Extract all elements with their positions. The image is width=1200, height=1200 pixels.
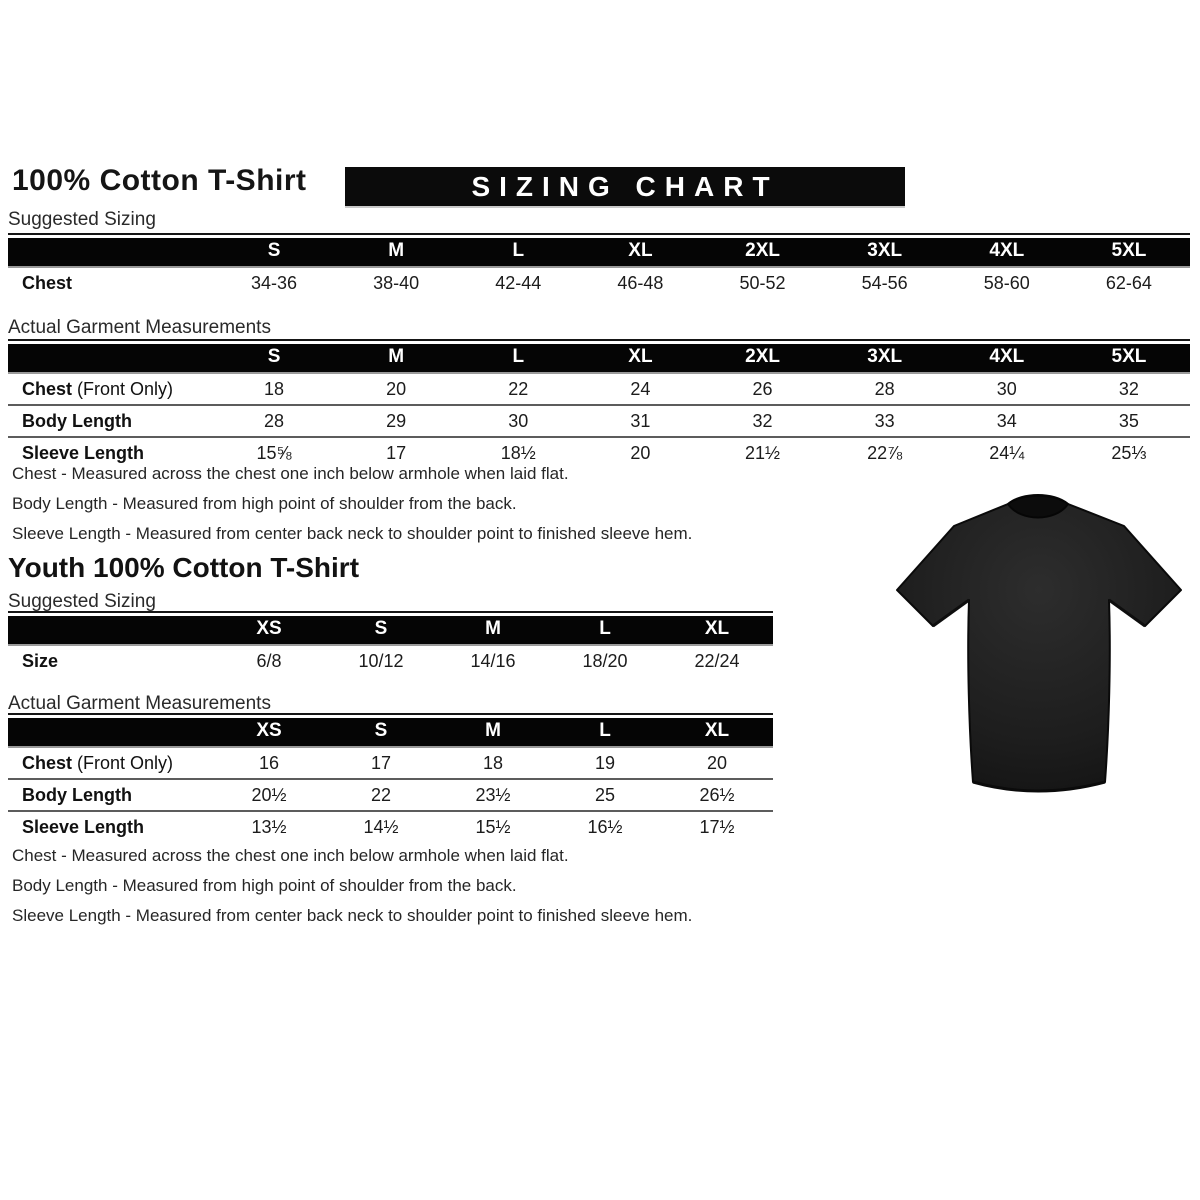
note-body-length: Body Length - Measured from high point of shoulder from the back. — [12, 494, 517, 513]
measurement-cell: 18 — [264, 379, 285, 399]
measurement-cell: 18 — [482, 753, 504, 773]
size-column-header: L — [549, 718, 661, 747]
measurement-cell: 23½ — [437, 779, 549, 811]
measurement-cell: 15⅝ — [213, 437, 335, 468]
measurement-cell: 26 — [752, 379, 773, 399]
measurement-cell: 24 — [630, 379, 651, 399]
size-column-header: XL — [661, 616, 773, 645]
size-column-header: XS — [213, 616, 325, 645]
tshirt-body — [897, 495, 1181, 791]
adult-actual-measurements-label: Actual Garment Measurements — [8, 317, 271, 338]
measurement-cell: 20 — [706, 753, 728, 773]
size-column-header: 4XL — [946, 344, 1068, 373]
size-column-header: L — [457, 238, 579, 267]
measurement-cell: 25⅓ — [1068, 437, 1190, 468]
row-label: Size — [22, 651, 59, 671]
adult-suggested-sizing-label: Suggested Sizing — [8, 209, 156, 230]
youth-suggested-sizing-label: Suggested Sizing — [8, 591, 156, 612]
youth-section-title: Youth 100% Cotton T-Shirt — [8, 552, 360, 583]
size-column-header: M — [437, 616, 549, 645]
measurement-cell: 30 — [996, 379, 1017, 399]
size-column-header: S — [325, 616, 437, 645]
note-sleeve-length: Sleeve Length - Measured from center back neck to shoulder point to finished sleeve hem. — [12, 906, 693, 925]
youth-actual-measurements-table — [8, 718, 773, 842]
sizing-chart-banner: SIZING CHART — [345, 167, 905, 206]
table-row — [8, 811, 773, 842]
table-row — [8, 267, 1190, 298]
size-column-header: XL — [579, 344, 701, 373]
size-column-header: 5XL — [1068, 344, 1190, 373]
row-label: Body Length — [8, 779, 213, 811]
note-body-length: Body Length - Measured from high point of shoulder from the back. — [12, 876, 517, 895]
size-column-header: M — [335, 238, 457, 267]
note-sleeve-length: Sleeve Length - Measured from center back neck to shoulder point to finished sleeve hem. — [12, 524, 693, 543]
measurement-cell: 16 — [258, 753, 280, 773]
size-column-header: S — [325, 718, 437, 747]
measurement-cell: 22⅞ — [824, 437, 946, 468]
measurement-cell: 21½ — [702, 437, 824, 468]
row-label: Body Length — [8, 405, 213, 437]
measurement-cell: 32 — [1118, 379, 1139, 399]
measurement-cell: 16½ — [549, 811, 661, 842]
youth-suggested-sizing-section — [8, 611, 773, 676]
size-column-header: XS — [213, 718, 325, 747]
size-column-header: 2XL — [702, 238, 824, 267]
measurement-cell: 42-44 — [495, 273, 542, 293]
measurement-cell: 32 — [702, 405, 824, 437]
note-chest: Chest - Measured across the chest one inch below armhole when laid flat. — [12, 464, 569, 483]
measurement-cell: 29 — [335, 405, 457, 437]
measurement-cell: 22/24 — [694, 651, 740, 671]
size-column-header: 4XL — [946, 238, 1068, 267]
row-label-header — [8, 238, 213, 267]
size-column-header: XL — [661, 718, 773, 747]
adult-suggested-sizing-section — [8, 233, 1190, 298]
size-column-header: S — [213, 238, 335, 267]
table-row — [8, 405, 1190, 437]
measurement-cell: 17½ — [661, 811, 773, 842]
measurement-cell: 17 — [335, 437, 457, 468]
measurement-cell: 6/8 — [256, 651, 282, 671]
measurement-cell: 35 — [1068, 405, 1190, 437]
measurement-cell: 14½ — [325, 811, 437, 842]
adult-measurement-notes — [12, 459, 692, 549]
row-label: Chest — [22, 273, 73, 293]
adult-suggested-sizing-table — [8, 238, 1190, 298]
measurement-cell: 24¼ — [946, 437, 1068, 468]
size-column-header: 3XL — [824, 344, 946, 373]
measurement-cell: 10/12 — [358, 651, 404, 671]
youth-actual-measurements-section — [8, 713, 773, 842]
measurement-cell: 30 — [457, 405, 579, 437]
measurement-cell: 28 — [874, 379, 895, 399]
size-column-header: 5XL — [1068, 238, 1190, 267]
size-column-header: L — [549, 616, 661, 645]
measurement-cell: 46-48 — [617, 273, 664, 293]
table-row — [8, 747, 773, 779]
table-row — [8, 373, 1190, 405]
row-label: Chest (Front Only) — [22, 753, 174, 773]
measurement-cell: 31 — [579, 405, 701, 437]
row-label: Sleeve Length — [8, 437, 213, 468]
row-label: Sleeve Length — [8, 811, 213, 842]
page-title: 100% Cotton T-Shirt — [12, 164, 307, 197]
measurement-cell: 20 — [579, 437, 701, 468]
measurement-cell: 62-64 — [1105, 273, 1152, 293]
youth-measurement-notes — [12, 841, 692, 931]
measurement-cell: 20½ — [213, 779, 325, 811]
size-column-header: S — [213, 344, 335, 373]
measurement-cell: 58-60 — [983, 273, 1030, 293]
youth-suggested-sizing-table — [8, 616, 773, 676]
measurement-cell: 50-52 — [739, 273, 786, 293]
row-label-header — [8, 344, 213, 373]
size-column-header: M — [437, 718, 549, 747]
size-column-header: M — [335, 344, 457, 373]
measurement-cell: 33 — [824, 405, 946, 437]
measurement-cell: 34-36 — [251, 273, 298, 293]
adult-actual-measurements-section — [8, 339, 1190, 468]
measurement-cell: 18½ — [457, 437, 579, 468]
measurement-cell: 17 — [370, 753, 392, 773]
row-label-header — [8, 718, 213, 747]
measurement-cell: 54-56 — [861, 273, 908, 293]
measurement-cell: 15½ — [437, 811, 549, 842]
row-label: Chest (Front Only) — [22, 379, 174, 399]
measurement-cell: 34 — [946, 405, 1068, 437]
note-chest: Chest - Measured across the chest one inch below armhole when laid flat. — [12, 846, 569, 865]
size-column-header: XL — [579, 238, 701, 267]
measurement-cell: 13½ — [213, 811, 325, 842]
tshirt-image — [878, 476, 1196, 808]
youth-actual-measurements-label: Actual Garment Measurements — [8, 693, 271, 714]
measurement-cell: 20 — [386, 379, 407, 399]
size-column-header: 3XL — [824, 238, 946, 267]
measurement-cell: 14/16 — [470, 651, 516, 671]
measurement-cell: 22 — [325, 779, 437, 811]
table-row — [8, 779, 773, 811]
measurement-cell: 25 — [549, 779, 661, 811]
size-column-header: 2XL — [702, 344, 824, 373]
measurement-cell: 18/20 — [582, 651, 628, 671]
size-column-header: L — [457, 344, 579, 373]
adult-actual-measurements-table — [8, 344, 1190, 468]
measurement-cell: 28 — [213, 405, 335, 437]
measurement-cell: 22 — [508, 379, 529, 399]
measurement-cell: 26½ — [661, 779, 773, 811]
table-row — [8, 645, 773, 676]
measurement-cell: 38-40 — [373, 273, 420, 293]
measurement-cell: 19 — [594, 753, 616, 773]
row-label-header — [8, 616, 213, 645]
